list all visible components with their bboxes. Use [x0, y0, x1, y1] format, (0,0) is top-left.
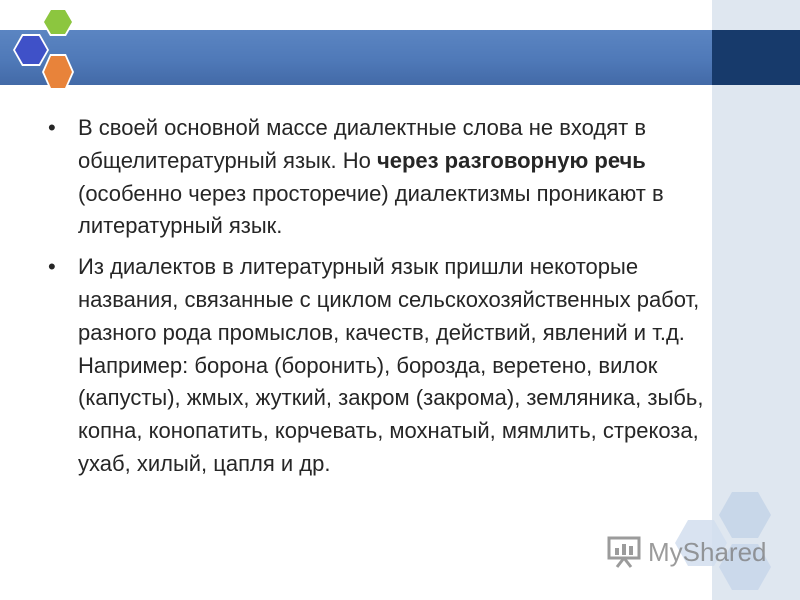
bullet-item-2: [48, 251, 708, 481]
bullet-1-text-end: (особенно через просторечие) диалектизмы проникают в литературный язык.: [78, 180, 664, 239]
bullet-item-1: [48, 112, 708, 243]
bullet-2-text: Из диалектов в литературный язык пришли некоторые названия, связанные с циклом сельскохозяйственных работ, разного рода промыслов, качеств, действий, явлений и т.д. Например: борона (боронить), борозда, веретено, вилок (капусты), жмых, жуткий, закром (закрома), земляника, зыбь, копна, конопатить, корчевать, мохнатый, мямлить, стрекоза, ухаб, хилый, цапля и др.: [78, 254, 704, 476]
bullet-1-text-start: В своей основной массе диалектные слова не входят в общелитературный язык. Но: [78, 115, 647, 173]
watermark: [606, 534, 767, 570]
presentation-board-icon: [606, 534, 642, 570]
header-banner: [0, 30, 712, 85]
bullet-marker: •: [48, 254, 56, 280]
slide-body: [48, 112, 708, 489]
watermark-text: MyShared: [648, 536, 767, 567]
hexagon-logo-icon: [0, 0, 100, 110]
header-banner-dark-end: [712, 30, 800, 85]
bullet-1-bold-phrase: через разговорную речь: [376, 147, 646, 173]
bullet-marker: •: [48, 115, 56, 140]
